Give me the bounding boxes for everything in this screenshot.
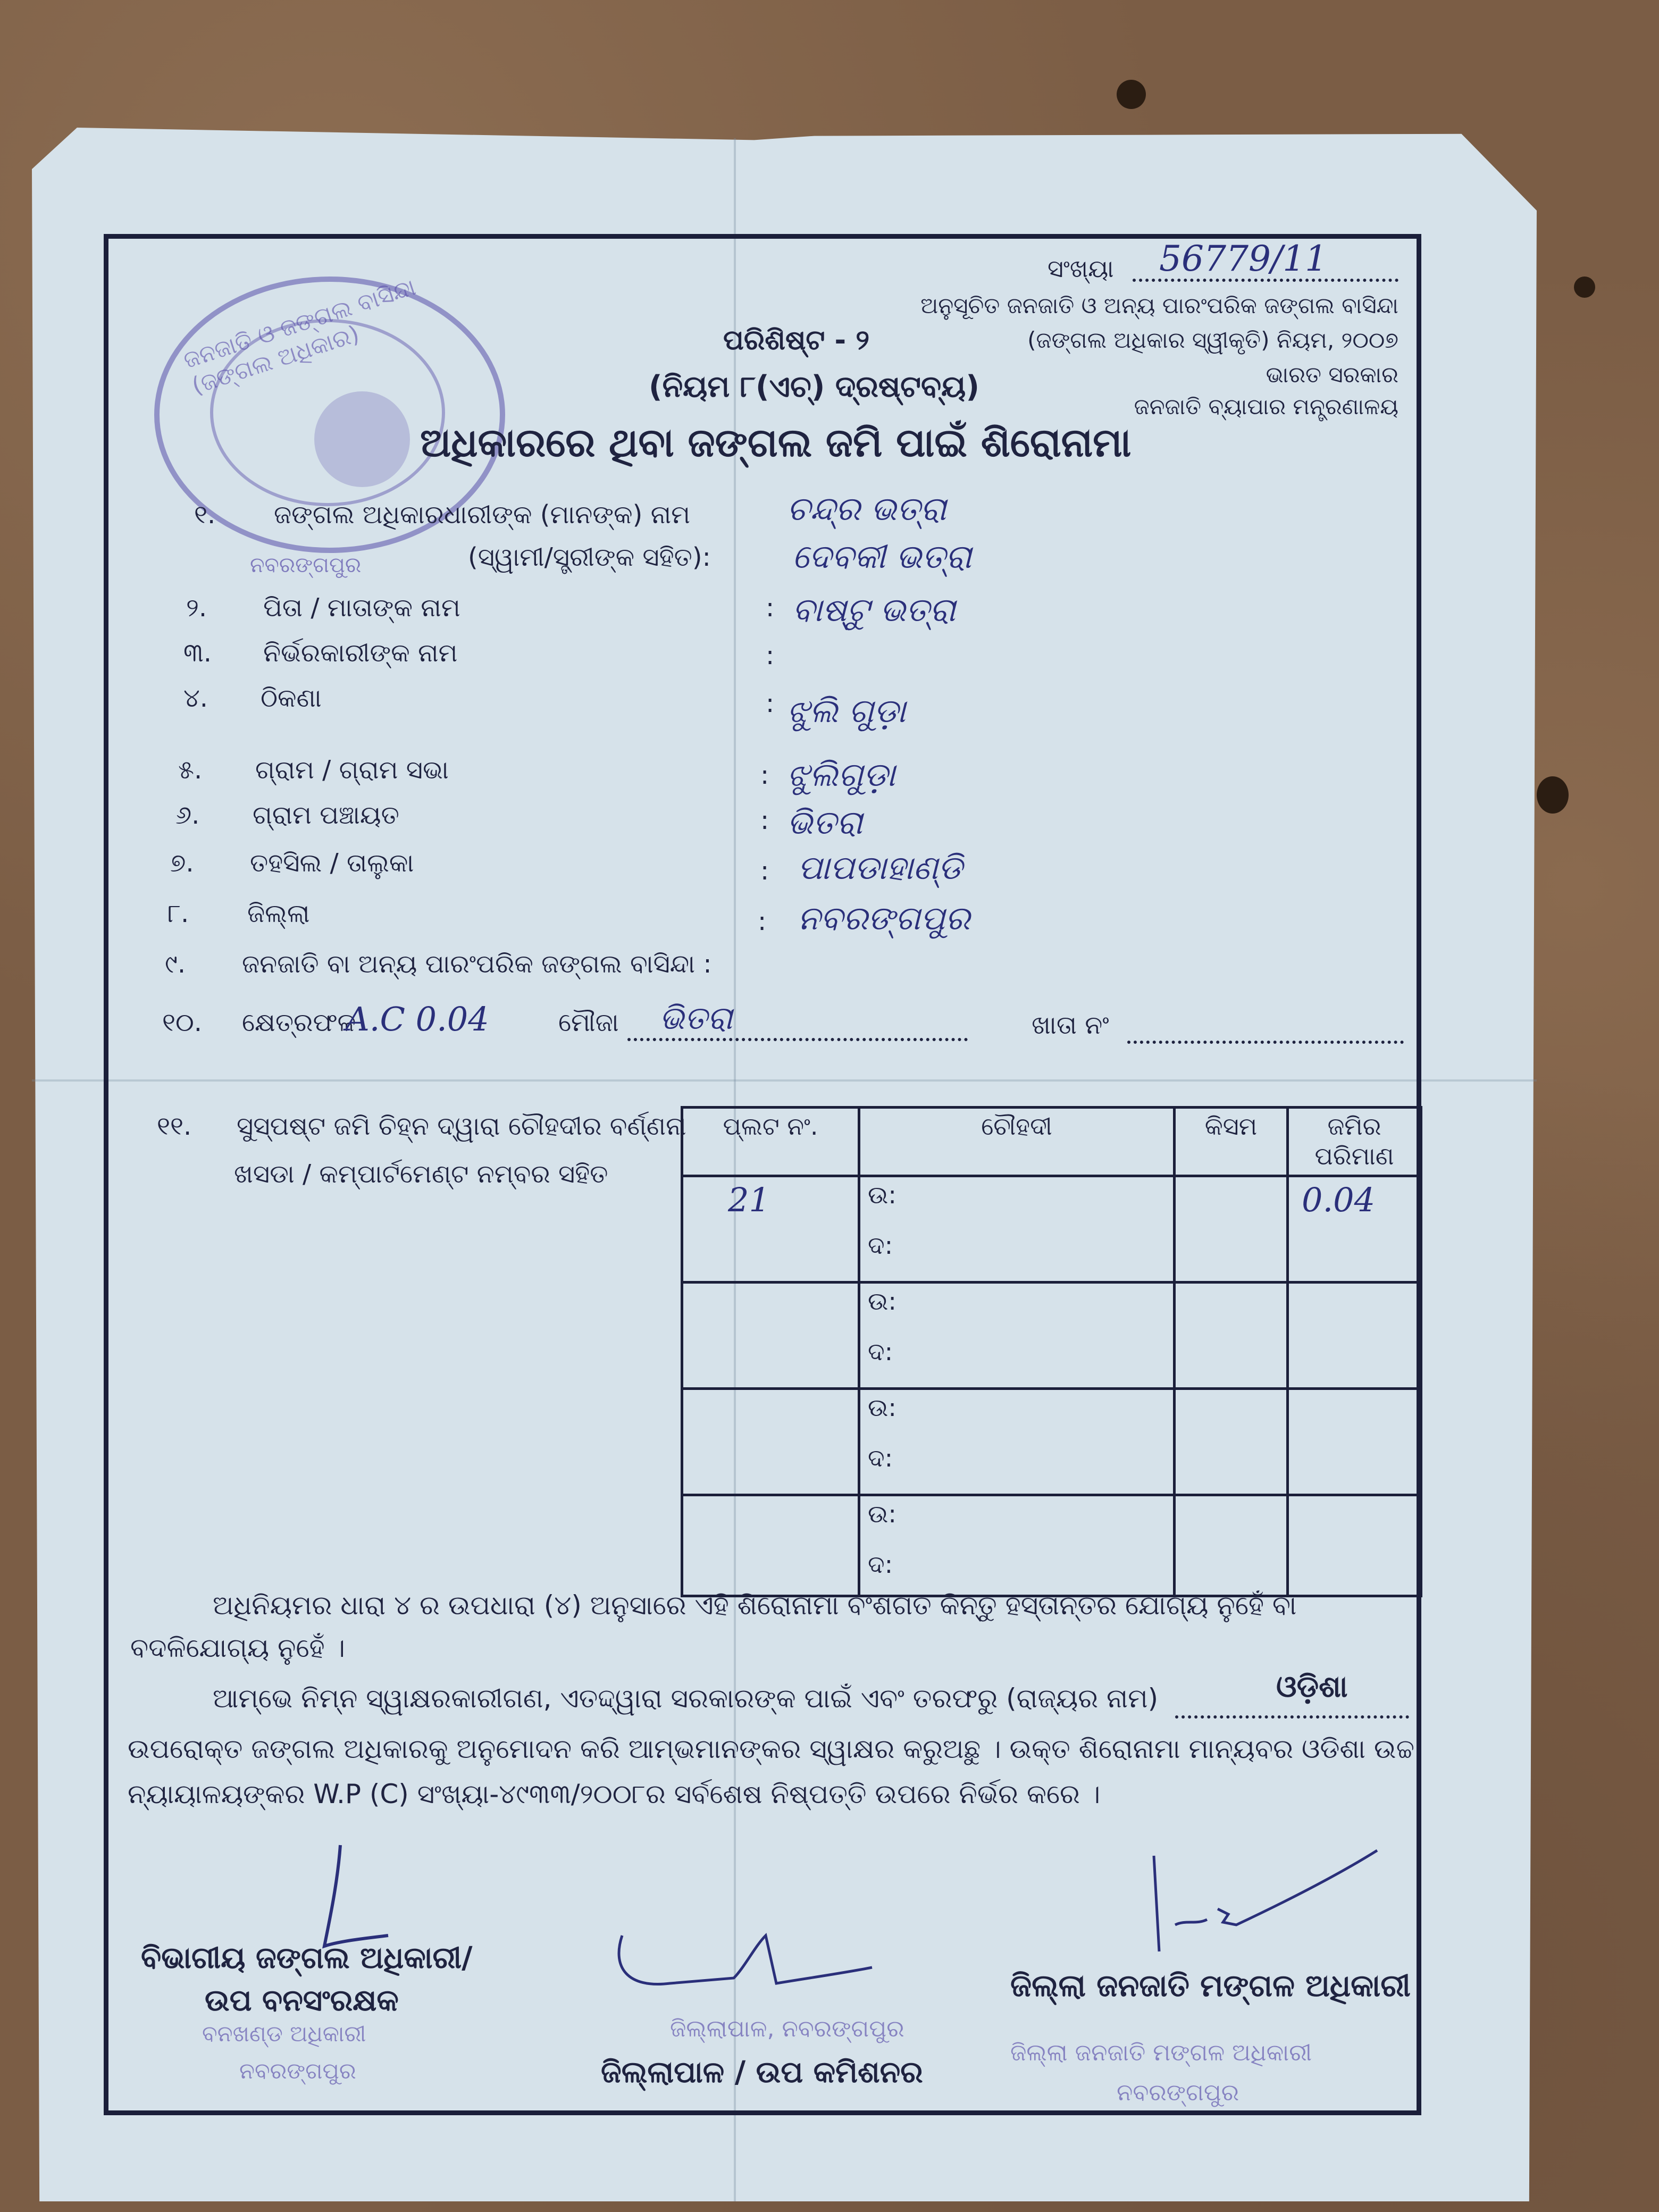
paragraph-1: ଅଧିନିୟମର ଧାରା ୪ ର ଉପଧାରା (୪) ଅନୁସାରେ ଏହି ଶିରୋନାମା ବଂଶଗତ କିନ୍ତୁ ହସ୍ତାନ୍ତର ଯୋଗ୍ୟ ନୁହେଁ ବା [213, 1590, 1297, 1621]
right-signatory-stamp-2: ନବରଙ୍ଗପୁର [1117, 2079, 1239, 2106]
rule-heading: (ନିୟମ ୮(ଏଚ୍) ଦ୍ରଷ୍ଟବ୍ୟ) [649, 370, 979, 404]
field-label: ପିତା / ମାତାଙ୍କ ନାମ [263, 593, 460, 623]
right-signatory-title: ଜିଲ୍ଲା ଜନଜାତି ମଙ୍ଗଳ ଅଧିକାରୀ [1010, 1967, 1411, 2004]
field-sublabel: (ସ୍ୱାମୀ/ସ୍ତ୍ରୀଙ୍କ ସହିତ): [468, 542, 711, 572]
act-line-1: ଅନୁସୂଚିତ ଜନଜାତି ଓ ଅନ୍ୟ ପାରଂପରିକ ଜଙ୍ଗଲ ବାସିନ୍ଦା [920, 292, 1398, 319]
table-cell-boundary [859, 1283, 1175, 1389]
col-header-type: କିସମ [1175, 1108, 1288, 1176]
table-cell-type [1175, 1389, 1288, 1495]
field-value-2: ଦେବକୀ ଭତ୍ରା [792, 537, 972, 576]
field-value: ଝୁଲି ଗୁଡ଼ା [787, 691, 906, 730]
field-num: ୪. [183, 683, 208, 713]
south-label: ଦ: [868, 1550, 893, 1579]
field-label: ଜଙ୍ଗଲ ଅଧିକାରଧାରୀଙ୍କ (ମାନଙ୍କ) ନାମ [274, 500, 691, 530]
field-value: ପାପଡାହାଣ୍ଡି [798, 848, 963, 887]
khata-dotted-line [1127, 1013, 1404, 1044]
page-title: ଅଧିକାରରେ ଥିବା ଜଙ୍ଗଲ ଜମି ପାଇଁ ଶିରୋନାମା [420, 420, 1132, 466]
boundary-label-2: ଖସଡା / କମ୍ପାର୍ଟମେଣ୍ଟ ନମ୍ବର ସହିତ [234, 1159, 608, 1189]
field-label: ଗ୍ରାମ / ଗ୍ରାମ ସଭା [255, 755, 449, 785]
field-num: ୨. [186, 593, 207, 623]
field-num: ୩. [183, 638, 212, 668]
table-cell-area [1288, 1495, 1421, 1596]
south-label: ଦ: [868, 1444, 893, 1472]
boundary-label-1: ସୁସ୍ପଷ୍ଟ ଜମି ଚିହ୍ନ ଦ୍ୱାରା ଚୌହଦୀର ବର୍ଣ୍ଣନା [237, 1111, 686, 1141]
act-line-2: (ଜଙ୍ଗଲ ଅଧିକାର ସ୍ୱୀକୃତି) ନିୟମ, ୨୦୦୭ [1027, 327, 1398, 353]
act-line-3: ଭାରତ ସରକାର [1266, 362, 1398, 388]
area-value: A.C 0.04 [346, 1000, 489, 1038]
left-signatory-stamp-2: ନବରଙ୍ଗପୁର [239, 2058, 356, 2084]
plot-area: 0.04 [1302, 1180, 1376, 1219]
field-label: ତହସିଲ / ତାଲୁକା [250, 848, 414, 878]
field-label: ଗ୍ରାମ ପଞ୍ଚାୟତ [253, 800, 399, 830]
field-colon: : [760, 760, 769, 790]
right-signatory-stamp-1: ଜିଲ୍ଲା ଜନଜାତି ମଙ୍ଗଳ ଅଧିକାରୀ [1010, 2039, 1312, 2066]
annex-heading: ପରିଶିଷ୍ଟ - ୨ [723, 324, 870, 356]
left-signatory-title-1: ବିଭାଗୀୟ ଜଙ୍ଗଲ ଅଧିକାରୀ/ [141, 1941, 473, 1975]
boundary-num: ୧୧. [157, 1111, 192, 1141]
field-label: ଠିକଣା [261, 683, 322, 713]
signature-middle [606, 1925, 883, 2015]
table-cell-type [1175, 1283, 1288, 1389]
field-value: ନବରଙ୍ଗପୁର [798, 899, 970, 937]
mouza-label: ମୌଜା [558, 1008, 619, 1037]
north-label: ଉ: [868, 1287, 896, 1316]
north-label: ଉ: [868, 1393, 896, 1422]
serial-label: ସଂଖ୍ୟା [1048, 254, 1114, 283]
paragraph-2: ଆମ୍ଭେ ନିମ୍ନ ସ୍ୱାକ୍ଷରକାରୀଗଣ, ଏତଦ୍ଦ୍ୱାରା ସରକାରଙ୍କ ପାଇଁ ଏବଂ ତରଫରୁ (ରାଜ୍ୟର ନାମ) [213, 1683, 1159, 1714]
north-label: ଉ: [868, 1499, 896, 1528]
field-num: ୫. [178, 755, 203, 785]
field-num: ୬. [175, 800, 200, 830]
seal-place: ନବରଙ୍ଗପୁର [250, 553, 362, 577]
ground-hole [1574, 276, 1595, 298]
field-colon: : [758, 907, 767, 936]
field-value: ଝୁଲିଗୁଡ଼ା [787, 755, 895, 794]
table-cell-plot [682, 1495, 859, 1596]
left-signatory-stamp-1: ବନଖଣ୍ଡ ଅଧିକାରୀ [202, 2021, 366, 2047]
emblem-icon [314, 391, 410, 487]
table-cell-type [1175, 1495, 1288, 1596]
field-num: ୭. [170, 848, 194, 878]
field-label: ଜନଜାତି ବା ଅନ୍ୟ ପାରଂପରିକ ଜଙ୍ଗଲ ବାସିନ୍ଦା : [242, 949, 712, 979]
paragraph-2-cont: ଉପରୋକ୍ତ ଜଙ୍ଗଲ ଅଧିକାରକୁ ଅନୁମୋଦନ କରି ଆମ୍ଭମାନଙ୍କର ସ୍ୱାକ୍ଷର କରୁଅଛୁ । ଉକ୍ତ ଶିରୋନାମା ମାନ୍ୟବର ଓଡିଶା ଉଚ୍ଚ [128, 1733, 1414, 1764]
paragraph-2-end: ନ୍ୟାୟାଳୟଙ୍କର W.P (C) ସଂଖ୍ୟା-୪୯୩୩/୨୦୦୮ର ସର୍ବଶେଷ ନିଷ୍ପତ୍ତି ଉପରେ ନିର୍ଭର କରେ । [128, 1779, 1101, 1809]
ground-hole [1537, 776, 1569, 814]
col-header-boundary: ଚୌହଦୀ [859, 1108, 1175, 1176]
south-label: ଦ: [868, 1231, 893, 1260]
table-cell-boundary [859, 1176, 1175, 1283]
north-label: ଉ: [868, 1180, 896, 1209]
field-colon: : [766, 593, 775, 623]
field-colon: : [760, 856, 769, 886]
left-signatory-title-2: ଉପ ବନସଂରକ୍ଷକ [205, 1983, 399, 2018]
serial-value: 56779/11 [1159, 238, 1328, 279]
middle-signatory-title: ଜିଲ୍ଲାପାଳ / ଉପ କମିଶନର [601, 2055, 923, 2090]
table-cell-type [1175, 1176, 1288, 1283]
field-colon: : [766, 641, 775, 671]
field-label: ଜିଲ୍ଲା [247, 899, 310, 928]
table-cell-area [1288, 1176, 1421, 1283]
area-row-num: ୧୦. [162, 1008, 203, 1037]
table-cell-boundary [859, 1389, 1175, 1495]
field-value: ବାଷ୍ଟୁ ଭତ୍ରା [792, 590, 956, 629]
signature-right [1143, 1845, 1388, 1962]
table-cell-area [1288, 1389, 1421, 1495]
act-line-4: ଜନଜାତି ବ୍ୟାପାର ମନ୍ତ୍ରଣାଳୟ [1134, 393, 1398, 420]
ground-hole [1117, 80, 1146, 109]
col-header-area: ଜମିର ପରିମାଣ [1288, 1108, 1421, 1176]
col-header-plot: ପ୍ଲଟ ନଂ. [682, 1108, 859, 1176]
field-value: ଚନ୍ଦ୍ର ଭତ୍ରା [787, 489, 946, 528]
table-cell-plot [682, 1389, 859, 1495]
paragraph-1-cont: ବଦଳିଯୋଗ୍ୟ ନୁହେଁ । [130, 1632, 346, 1663]
field-colon: : [760, 806, 769, 835]
table-cell-plot [682, 1176, 859, 1283]
field-colon: : [766, 689, 775, 718]
khata-label: ଖାତା ନଂ [1032, 1010, 1109, 1040]
field-label: ନିର୍ଭରକାରୀଙ୍କ ନାମ [263, 638, 458, 668]
field-num: ୯. [165, 949, 186, 979]
middle-signatory-stamp: ଜିଲ୍ଲାପାଳ, ନବରଙ୍ଗପୁର [670, 2015, 904, 2042]
mouza-value: ଭିତରା [659, 1000, 733, 1037]
boundary-table [681, 1106, 1422, 1597]
seal-text: ଜନଜାତି ଓ ଜଙ୍ଗଲ ବାସିନ୍ଦା (ଜଙ୍ଗଲ ଅଧିକାର) [180, 273, 420, 400]
plot-number: 21 [728, 1180, 770, 1219]
field-num: ୮. [167, 899, 189, 928]
area-label: କ୍ଷେତ୍ରଫଳ [242, 1008, 356, 1037]
table-cell-boundary [859, 1495, 1175, 1596]
state-name: ଓଡ଼ିଶା [1276, 1670, 1348, 1704]
table-cell-plot [682, 1283, 859, 1389]
field-value: ଭିତରା [787, 803, 863, 842]
field-num: ୧. [194, 500, 216, 530]
south-label: ଦ: [868, 1337, 893, 1366]
table-cell-area [1288, 1283, 1421, 1389]
